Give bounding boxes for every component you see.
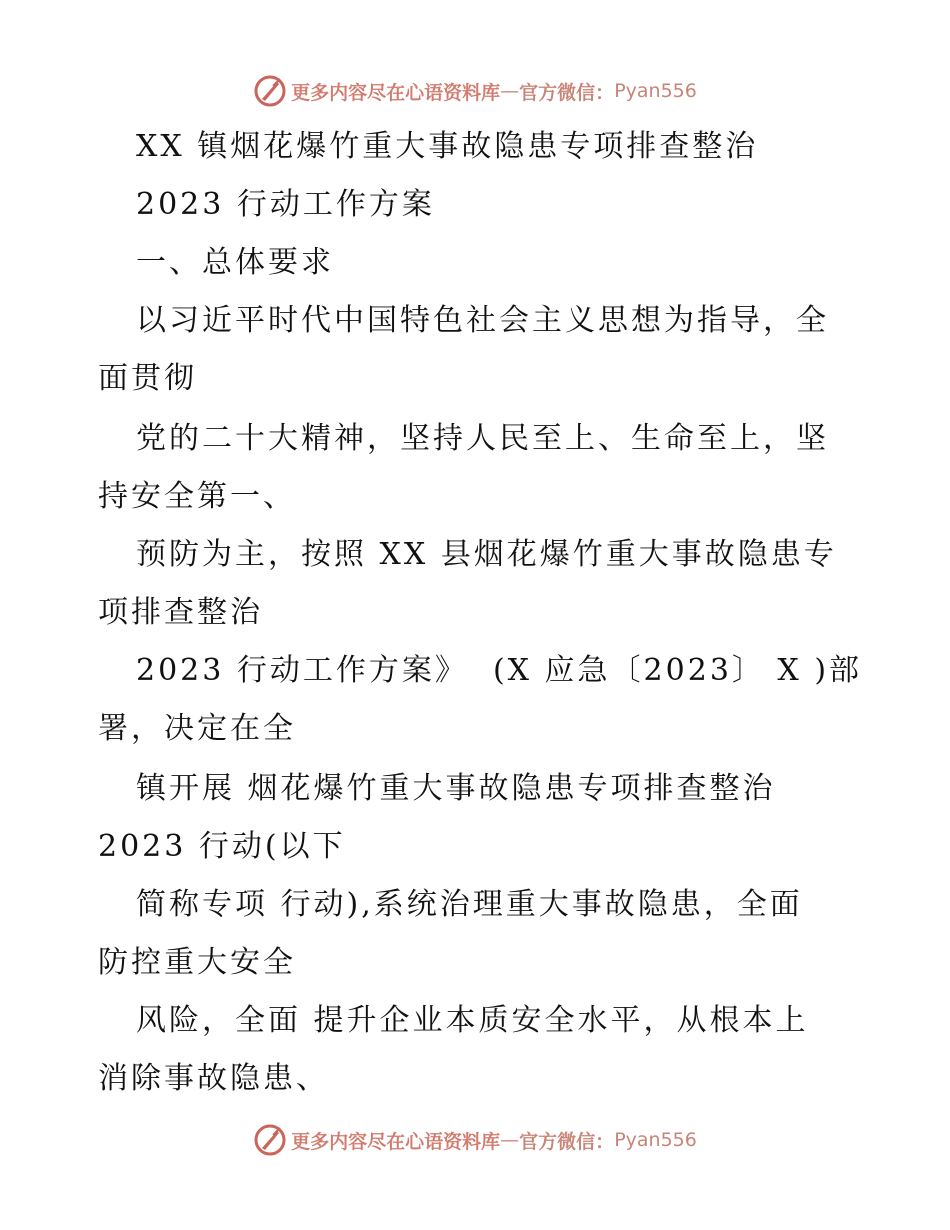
watermark-contact-label: 官方微信： <box>519 81 615 104</box>
paragraph-line: 风险，全面 提升企业本质安全水平，从根本上 <box>136 1003 809 1038</box>
watermark-dash: — <box>500 80 520 102</box>
footer-watermark <box>0 1120 950 1160</box>
paragraph-line: 预防为主，按照 XX 县烟花爆竹重大事故隐患专 <box>136 537 837 572</box>
watermark-contact-id: Pyan556 <box>614 80 697 102</box>
document-title-line-1: XX 镇烟花爆竹重大事故隐患专项排查整治 <box>136 129 759 164</box>
watermark-contact-label: 官方微信： <box>519 1130 615 1153</box>
paragraph-line: 消除事故隐患、 <box>98 1061 329 1096</box>
paragraph-line: 项排查整治 <box>98 595 263 630</box>
paragraph-line: 党的二十大精神，坚持人民至上、生命至上，坚 <box>136 421 829 456</box>
watermark-site-text: 更多内容尽在心语资料库 <box>291 81 501 104</box>
paragraph-line: 面贯彻 <box>98 361 197 396</box>
document-title-line-2: 2023 行动工作方案 <box>136 187 435 222</box>
paragraph-line: 2023 行动工作方案》 (X 应急〔2023〕 X )部 <box>136 653 863 688</box>
paragraph-line: 以习近平时代中国特色社会主义思想为指导，全 <box>136 303 829 338</box>
paragraph-line: 署，决定在全 <box>98 711 296 746</box>
paragraph-line: 镇开展 烟花爆竹重大事故隐患专项排查整治 <box>136 771 776 806</box>
watermark-contact-id: Pyan556 <box>614 1129 697 1151</box>
watermark-site-text: 更多内容尽在心语资料库 <box>291 1130 501 1153</box>
feather-pen-logo-icon <box>253 1123 287 1157</box>
paragraph-line: 2023 行动(以下 <box>98 829 346 864</box>
section-heading: 一、总体要求 <box>136 245 334 280</box>
feather-pen-logo-icon <box>253 74 287 108</box>
paragraph-line: 防控重大安全 <box>98 945 296 980</box>
watermark-dash: — <box>500 1129 520 1151</box>
paragraph-line: 简称专项 行动),系统治理重大事故隐患，全面 <box>136 887 803 922</box>
header-watermark <box>0 71 950 111</box>
paragraph-line: 持安全第一、 <box>98 479 296 514</box>
